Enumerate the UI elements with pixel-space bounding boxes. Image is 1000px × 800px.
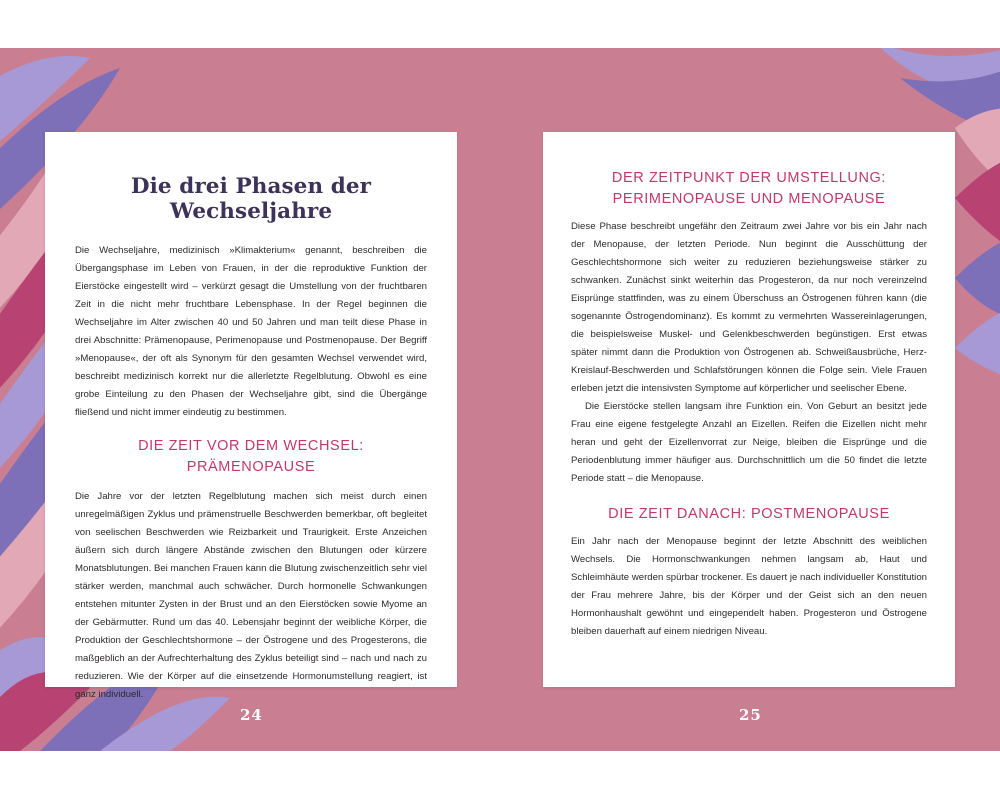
page-number-right: 25 [739,706,762,724]
postmenopause-paragraph: Ein Jahr nach der Menopause beginnt der letzte Abschnitt des weiblichen Wechsels. Die Hormonschwankungen nehmen langsam ab, Haut und Schleimhäute werden spürbar trockener. Es dauert je nach individueller Konstitution der Frau mehrere Jahre, bis der Körper und der Geist sich an den neuen Hormonhaushalt gewöhnt und eingependelt haben. Progesteron und Östrogene bleiben dauerhaft auf einem niedrigen Niveau. [571,536,927,637]
perimenopause-paragraph-2: Die Eierstöcke stellen langsam ihre Funktion ein. Von Geburt an besitzt jede Frau eine eigene festgelegte Anzahl an Eizellen. Reifen die Eizellen nicht mehr heran und geht der Eizellenvorrat zur Neige, bleiben die Eisprünge und die Periodenblutung immer häufiger aus. Durchschnittlich um die 50 findet die letzte Periode statt – die Menopause. [571,401,927,484]
page-number-left: 24 [240,706,263,724]
section-heading-postmenopause: DIE ZEIT DANACH: POSTMENOPAUSE [608,506,890,522]
right-page [543,132,955,687]
heading-line-1: DER ZEITPUNKT DER UMSTELLUNG: [611,170,887,186]
premenopause-paragraph: Die Jahre vor der letzten Regelblutung machen sich meist durch einen unregelmäßigen Zyklus und prämenstruelle Beschwerden bemerkbar, oft begleitet von seelischen Beschwerden wie Reizbarkeit und Traurigkeit. Erste Anzeichen äußern sich durch längere Abstände zwischen den Blutungen oder kürzere Monatsblutungen. Bei manchen Frauen kann die Blutung zwischenzeitlich sehr viel stärker werden, manchmal auch schwächer. Durch hormonelle Schwankungen entstehen mitunter Zysten in der Brust und an den Eierstöcken sowie Myome an der Gebärmutter. Rund um das 40. Lebensjahr beginnt der weibliche Körper, die Produktion der Geschlechtshormone – der Östrogene und des Progesterons, die maßgeblich an der Aufrechterhaltung des Zyklus beteiligt sind – nach und nach zu reduzieren. Wie der Körper auf die einsetzende Hormonumstellung reagiert, ist ganz individuell. [75,491,427,700]
perimenopause-paragraph-1: Diese Phase beschreibt ungefähr den Zeitraum zwei Jahre vor bis ein Jahr nach der Menopause, der letzten Periode. Nun beginnt die Ausschüttung der Geschlechtshormone sich weiter zu reduzieren beziehungsweise stärker zu schwanken. Zunächst sinkt weiterhin das Progesteron, da nur noch vereinzelnd Eisprünge stattfinden, was zu einem Überschuss an Östrogenen führen kann (die sogenannte Östrogendominanz). Es kommt zu vermehrten Wassereinlagerungen, die beispielsweise Muskel- und Gelenkbeschwerden begünstigen. Erst etwas später nimmt dann die Produktion von Östrogenen ab. Schweißausbrüche, Herz-Kreislauf-Beschwerden und Schlafstörungen können die Folge sein. Viele Frauen erleben jetzt die intensivsten Symptome auf körperlicher und seelischer Ebene. [571,221,927,394]
intro-paragraph: Die Wechseljahre, medizinisch »Klimakterium« genannt, beschreiben die Übergangsphase im Leben von Frauen, in der die reproduktive Funktion der Eierstöcke eingestellt wird – verkürzt gesagt die Umstellung von der fruchtbaren Zeit in die nicht mehr fruchtbare Lebensphase. In der Regel beginnen die Wechseljahre im Alter zwischen 40 und 50 Jahren und man teilt diese Phase in drei Abschnitte: Prämenopause, Perimenopause und Postmenopause. Der Begriff »Menopause«, der oft als Synonym für den gesamten Wechsel verwendet wird, beschreibt medizinisch korrekt nur die allerletzte Regelblutung. Obwohl es eine grobe Einteilung zu den Phasen der Wechseljahre gibt, sind die Übergänge fließend und nicht immer eindeutig zu bestimmen. [75,245,427,418]
book-spread [0,48,1000,751]
heading-line-2: PERIMENOPAUSE UND MENOPAUSE [612,191,886,207]
section-heading-premenopause: DIE ZEIT VOR DEM WECHSEL: PRÄMENOPAUSE [138,438,364,475]
left-page [45,132,457,700]
chapter-title: Die drei Phasen der Wechseljahre [130,174,372,224]
section-heading-perimenopause [571,168,927,210]
